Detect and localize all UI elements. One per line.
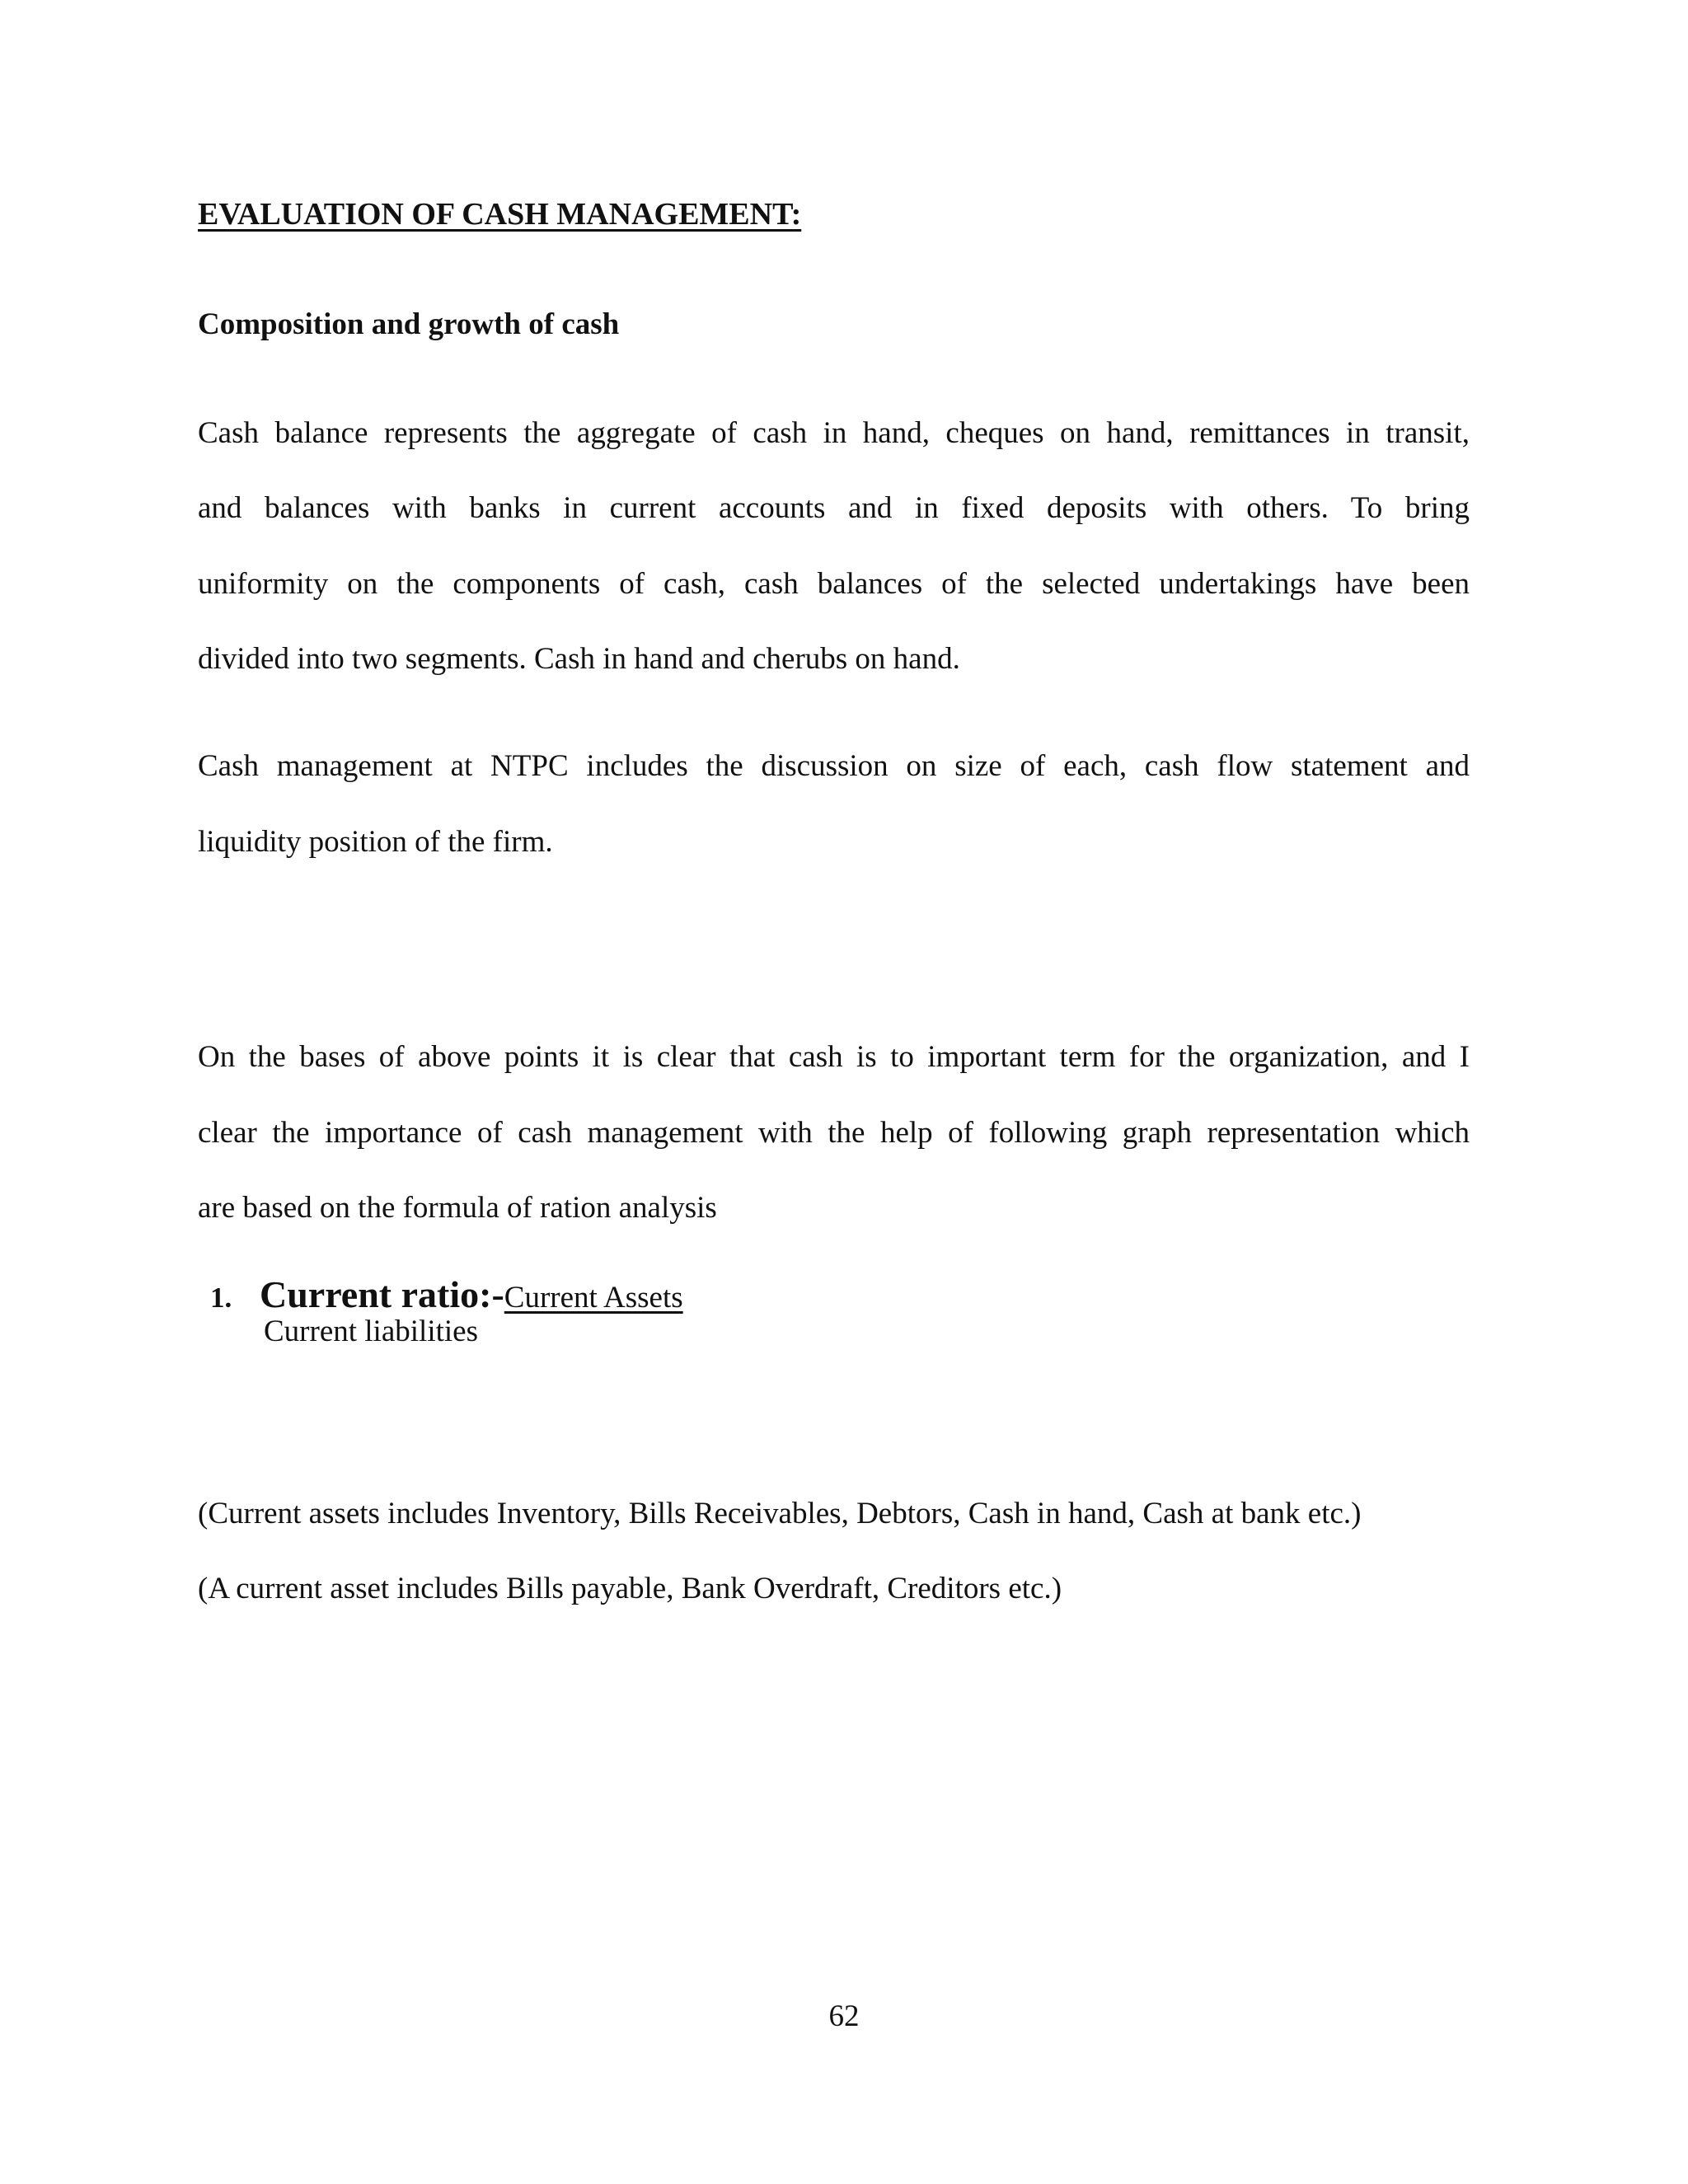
paragraph-2-line-2: liquidity position of the firm. <box>198 825 553 859</box>
paragraph-2-line-1: Cash management at NTPC includes the discussion on size of each, cash flow statement and <box>198 749 1470 783</box>
current-ratio-formula <box>210 1272 683 1316</box>
paragraph-1-line-2: and balances with banks in current accounts and in fixed deposits with others. To bring <box>198 491 1470 525</box>
paragraph-3-line-1: On the bases of above points it is clear that cash is to important term for the organization, and I <box>198 1040 1470 1074</box>
page-heading: EVALUATION OF CASH MANAGEMENT: <box>198 197 802 232</box>
paragraph-1-line-3: uniformity on the components of cash, cash balances of the selected undertakings have been <box>198 567 1470 601</box>
note-current-liabilities: (A current asset includes Bills payable, Bank Overdraft, Creditors etc.) <box>198 1572 1062 1605</box>
ratio-title: Current ratio:- <box>260 1273 504 1315</box>
paragraph-1-line-1: Cash balance represents the aggregate of cash in hand, cheques on hand, remittances in transit, <box>198 416 1470 450</box>
ratio-denominator: Current liabilities <box>264 1315 478 1348</box>
paragraph-3-line-3: are based on the formula of ration analysis <box>198 1191 717 1225</box>
note-current-assets: (Current assets includes Inventory, Bills Receivables, Debtors, Cash in hand, Cash at bank etc.) <box>198 1497 1362 1530</box>
page-number: 62 <box>828 1999 860 2033</box>
paragraph-3-line-2: clear the importance of cash management with the help of following graph representation which <box>198 1116 1470 1150</box>
section-subheading: Composition and growth of cash <box>198 307 620 341</box>
paragraph-1-line-4: divided into two segments. Cash in hand and cherubs on hand. <box>198 642 960 676</box>
list-number: 1. <box>210 1282 232 1314</box>
ratio-numerator: Current Assets <box>504 1281 683 1315</box>
